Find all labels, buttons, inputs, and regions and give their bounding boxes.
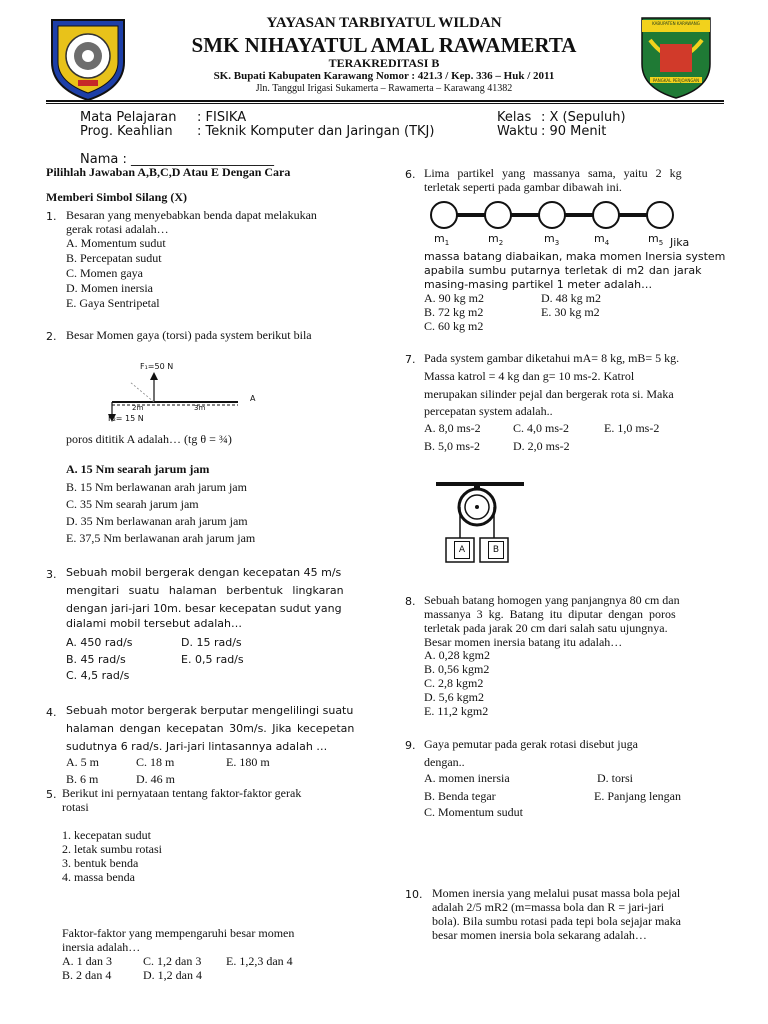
q6-label-m1: $m_1$ — [434, 232, 450, 248]
subject-value: : FISIKA — [197, 110, 247, 125]
q8-option-e[interactable]: E. 11,2 kgm2 — [424, 704, 489, 718]
q1-number: 1. — [46, 210, 57, 223]
q9-text-1: Gaya pemutar pada gerak rotasi disebut juga — [424, 737, 638, 751]
q4-number: 4. — [46, 706, 57, 719]
q1-text-1: Besaran yang menyebabkan benda dapat melakukan — [66, 208, 317, 222]
decree: SK. Bupati Kabupaten Karawang Nomor : 421.3 / Kep. 336 – Huk / 2011 — [213, 70, 555, 82]
q2-option-a[interactable]: A. 15 Nm searah jarum jam — [66, 462, 210, 476]
program-value: : Teknik Komputer dan Jaringan (TKJ) — [197, 124, 435, 139]
q9-text-2: dengan.. — [424, 755, 465, 769]
q5-option-e[interactable]: E. 1,2,3 dan 4 — [226, 954, 293, 968]
q7-option-d[interactable]: D. 2,0 ms-2 — [513, 439, 570, 453]
subject-label: Mata Pelajaran — [80, 110, 177, 125]
q5-text-1: Berikut ini pernyataan tentang faktor-faktor gerak — [62, 786, 302, 800]
q5-option-b[interactable]: B. 2 dan 4 — [62, 968, 112, 982]
q8-option-c[interactable]: C. 2,8 kgm2 — [424, 676, 484, 690]
q6-label-m2: $m_2$ — [488, 232, 504, 248]
q9-option-e[interactable]: E. Panjang lengan — [594, 789, 681, 803]
q10-text-2: adalah 2/5 mR2 (m=massa bola dan R = jari-jari — [432, 900, 665, 914]
q6-option-a[interactable]: A. 90 kg m2 — [424, 291, 484, 305]
q5-statement-4: 4. massa benda — [62, 870, 135, 884]
q3-text-4: dialami mobil tersebut adalah… — [66, 617, 242, 630]
q7-option-a[interactable]: A. 8,0 ms-2 — [424, 421, 481, 435]
q4-option-d[interactable]: D. 46 m — [136, 772, 175, 786]
q1-option-c[interactable]: C. Momen gaya — [66, 266, 143, 280]
q9-option-d[interactable]: D. torsi — [597, 771, 633, 785]
q9-number: 9. — [405, 739, 416, 752]
q1-option-d[interactable]: D. Momen inersia — [66, 281, 153, 295]
instruction-line-1: Pilihlah Jawaban A,B,C,D Atau E Dengan Cara — [46, 165, 291, 179]
q6-text-4: apabila sumbu putarnya terletak di m2 dan jarak — [424, 264, 702, 277]
q10-number: 10. — [405, 888, 423, 901]
q1-option-e[interactable]: E. Gaya Sentripetal — [66, 296, 160, 310]
foundation-name: YAYASAN TARBIYATUL WILDAN — [266, 15, 502, 31]
q2-d1-label: 2m — [132, 404, 144, 412]
q6-label-m4: $m_4$ — [594, 232, 610, 248]
q3-text-1: Sebuah mobil bergerak dengan kecepatan 45 m/s — [66, 566, 342, 579]
q7-text-4: percepatan system adalah.. — [424, 404, 553, 418]
instruction-line-2: Memberi Simbol Silang (X) — [46, 190, 187, 204]
q6-jika: Jika — [670, 236, 690, 249]
q3-option-e[interactable]: E. 0,5 rad/s — [181, 653, 244, 666]
q7-option-b[interactable]: B. 5,0 ms-2 — [424, 439, 481, 453]
q6-text-2: terletak seperti pada gambar dibawah ini. — [424, 180, 622, 194]
q7-box-a-label: A — [454, 541, 470, 559]
q7-number: 7. — [405, 353, 416, 366]
q2-f2-label: F₂= 15 N — [108, 414, 144, 423]
q9-option-b[interactable]: B. Benda tegar — [424, 789, 496, 803]
q3-option-d[interactable]: D. 15 rad/s — [181, 636, 242, 649]
q6-text-3: massa batang diabaikan, maka momen Inersia system — [424, 250, 726, 263]
q8-text-1: Sebuah batang homogen yang panjangnya 80 cm dan — [424, 593, 680, 607]
q2-option-e[interactable]: E. 37,5 Nm berlawanan arah jarum jam — [66, 531, 256, 545]
q5-number: 5. — [46, 788, 57, 801]
q8-option-d[interactable]: D. 5,6 kgm2 — [424, 690, 484, 704]
q1-text-2: gerak rotasi adalah… — [66, 222, 169, 236]
q5-text-4: inersia adalah… — [62, 940, 141, 954]
q5-statement-2: 2. letak sumbu rotasi — [62, 842, 162, 856]
q6-label-m5: $m_5$ — [648, 232, 664, 248]
q7-text-2: Massa katrol = 4 kg dan g= 10 ms-2. Katrol — [424, 369, 635, 383]
q6-particle-1 — [431, 202, 457, 228]
q5-option-c[interactable]: C. 1,2 dan 3 — [143, 954, 202, 968]
q3-text-2: mengitari suatu halaman berbentuk lingkaran — [66, 584, 344, 597]
q10-text-3: bola). Bila sumbu rotasi pada tepi bola sejajar maka — [432, 914, 681, 928]
q8-text-4: Besar momen inersia batang itu adalah… — [424, 635, 623, 649]
class-value: : X (Sepuluh) — [541, 110, 626, 125]
regency-logo-text-top: KABUPATEN KARAWANG — [652, 21, 700, 26]
q6-label-m3: $m_3$ — [544, 232, 560, 248]
accreditation: TERAKREDITASI B — [328, 56, 440, 70]
q1-option-a[interactable]: A. Momentum sudut — [66, 236, 166, 250]
q6-option-e[interactable]: E. 30 kg m2 — [541, 305, 600, 319]
regency-logo-text-bottom: PANGKAL PERJOANGAN — [652, 78, 700, 83]
address: Jln. Tanggul Irigasi Sukamerta – Rawamerta – Karawang 41382 — [255, 83, 513, 94]
q8-option-b[interactable]: B. 0,56 kgm2 — [424, 662, 490, 676]
q7-option-c[interactable]: C. 4,0 ms-2 — [513, 421, 570, 435]
q2-option-d[interactable]: D. 35 Nm berlawanan arah jarum jam — [66, 514, 248, 528]
q4-option-a[interactable]: A. 5 m — [66, 755, 99, 769]
time-value: : 90 Menit — [541, 124, 607, 139]
q4-text-1: Sebuah motor bergerak berputar mengelilingi suatu — [66, 704, 354, 717]
time-label: Waktu — [497, 124, 538, 139]
q6-particle-5 — [647, 202, 673, 228]
q7-pulley-diagram — [430, 474, 530, 564]
q5-statement-1: 1. kecepatan sudut — [62, 828, 151, 842]
q9-option-c[interactable]: C. Momentum sudut — [424, 805, 524, 819]
q6-text-1: Lima partikel yang massanya sama, yaitu 2 kg — [424, 166, 682, 180]
q2-text-2: poros dititik A adalah… (tg θ = ¾) — [66, 432, 232, 446]
q2-option-c[interactable]: C. 35 Nm searah jarum jam — [66, 497, 199, 511]
school-name: SMK NIHAYATUL AMAL RAWAMERTA — [191, 33, 577, 57]
q3-option-c[interactable]: C. 4,5 rad/s — [66, 669, 130, 682]
q1-option-b[interactable]: B. Percepatan sudut — [66, 251, 162, 265]
q5-option-a[interactable]: A. 1 dan 3 — [62, 954, 112, 968]
q7-text-1: Pada system gambar diketahui mA= 8 kg, mB= 5 kg. — [424, 351, 680, 365]
q6-particle-3 — [539, 202, 565, 228]
q2-f1-label: F₁=50 N — [140, 362, 174, 371]
q6-option-b[interactable]: B. 72 kg m2 — [424, 305, 484, 319]
q5-text-2: rotasi — [62, 800, 89, 814]
q4-option-b[interactable]: B. 6 m — [66, 772, 99, 786]
q8-option-a[interactable]: A. 0,28 kgm2 — [424, 648, 490, 662]
name-field[interactable]: Nama : ______________________ — [80, 152, 274, 167]
q3-number: 3. — [46, 568, 57, 581]
q8-text-2: massanya 3 kg. Batang itu diputar dengan poros — [424, 607, 676, 621]
q6-particle-2 — [485, 202, 511, 228]
class-label: Kelas — [497, 110, 532, 125]
q3-option-a[interactable]: A. 450 rad/s — [66, 636, 133, 649]
q4-text-3: sudutnya 6 rad/s. Jari-jari lintasannya adalah … — [66, 740, 328, 753]
q7-box-b-label: B — [488, 541, 504, 559]
q4-option-e[interactable]: E. 180 m — [226, 755, 270, 769]
q2-torque-diagram — [104, 358, 264, 430]
q6-particle-4 — [593, 202, 619, 228]
program-label: Prog. Keahlian — [80, 124, 173, 139]
header-divider — [46, 100, 724, 104]
q4-option-c[interactable]: C. 18 m — [136, 755, 175, 769]
q9-option-a[interactable]: A. momen inersia — [424, 771, 510, 785]
q5-option-d[interactable]: D. 1,2 dan 4 — [143, 968, 202, 982]
q2-option-b[interactable]: B. 15 Nm berlawanan arah jarum jam — [66, 480, 247, 494]
q5-text-3: Faktor-faktor yang mempengaruhi besar momen — [62, 926, 295, 940]
q6-text-5: masing-masing partikel 1 meter adalah… — [424, 278, 653, 291]
q4-text-2: halaman dengan kecepatan 30m/s. Jika kecepetan — [66, 722, 355, 735]
q8-number: 8. — [405, 595, 416, 608]
q8-text-3: terletak pada jarak 20 cm dari salah satu ujungnya. — [424, 621, 668, 635]
q10-text-1: Momen inersia yang melalui pusat massa bola pejal — [432, 886, 681, 900]
q6-option-c[interactable]: C. 60 kg m2 — [424, 319, 484, 333]
q7-option-e[interactable]: E. 1,0 ms-2 — [604, 421, 660, 435]
q2-d2-label: 3m — [194, 404, 206, 412]
q2-number: 2. — [46, 330, 57, 343]
q5-statement-3: 3. bentuk benda — [62, 856, 139, 870]
q2-text: Besar Momen gaya (torsi) pada system berikut bila — [66, 328, 312, 342]
q3-text-3: dengan jari-jari 10m. besar kecepatan sudut yang — [66, 602, 342, 615]
q3-option-b[interactable]: B. 45 rad/s — [66, 653, 126, 666]
q6-particles-diagram — [428, 200, 688, 250]
q7-text-3: merupakan silinder pejal dan bergerak rota si. Maka — [424, 387, 674, 401]
q6-option-d[interactable]: D. 48 kg m2 — [541, 291, 601, 305]
q10-text-4: besar momen inersia bola sekarang adalah… — [432, 928, 647, 942]
q2-point-a: A — [250, 394, 256, 403]
q6-number: 6. — [405, 168, 416, 181]
